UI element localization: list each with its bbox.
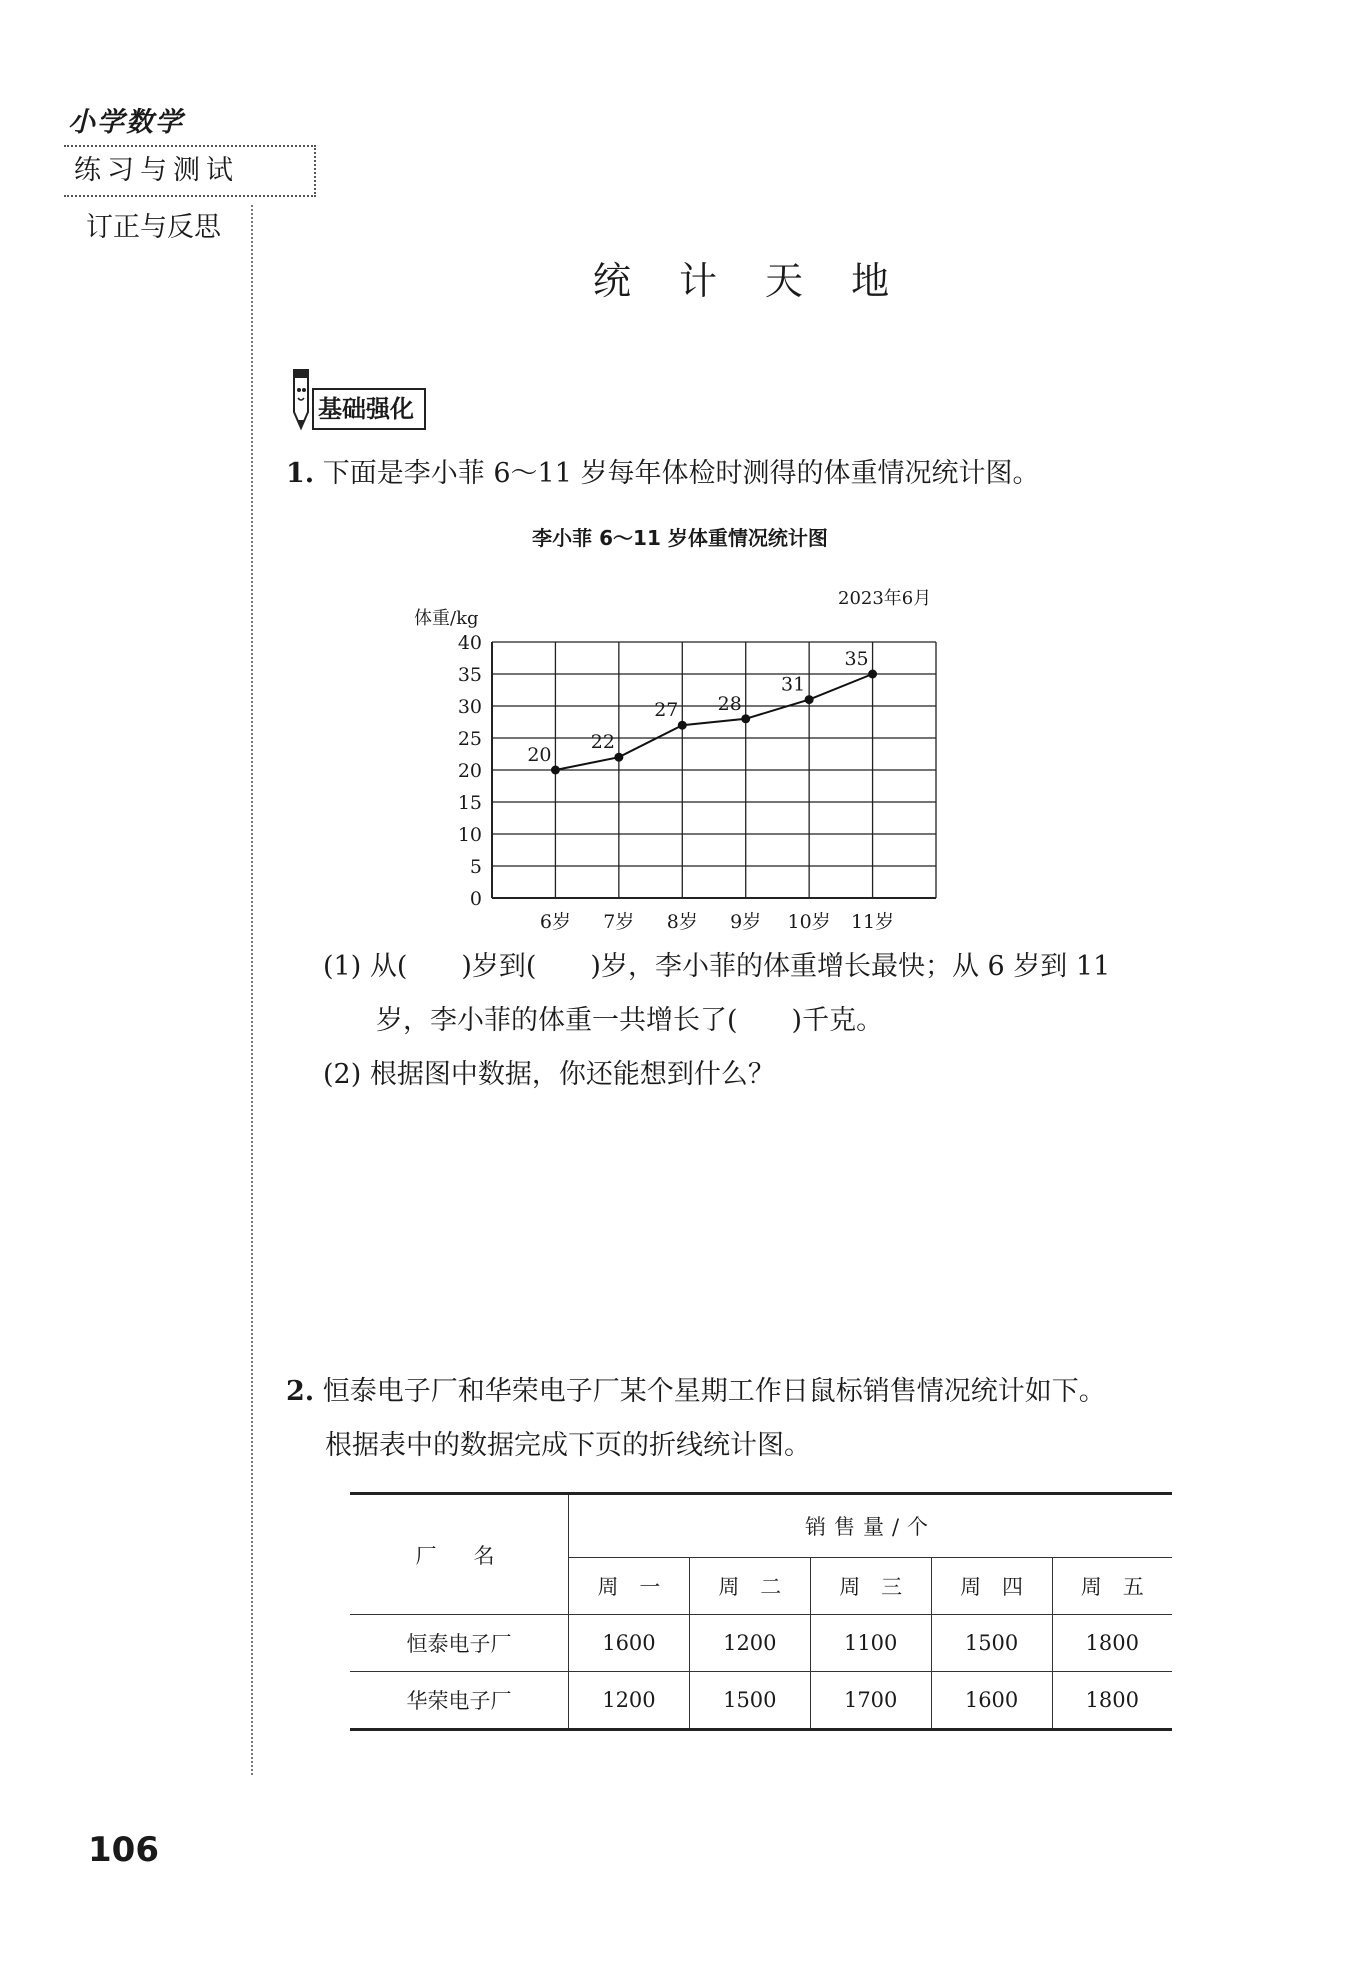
y-tick-label: 15 [457,792,482,814]
table-row-name: 华荣电子厂 [350,1672,569,1730]
question-2-line-2: 根据表中的数据完成下页的折线统计图。 [325,1430,811,1461]
table-header-sales: 销售量/个 [569,1494,1173,1558]
book-subtitle: 练习与测试 [74,155,239,186]
table-row [350,1615,1172,1672]
sub-question-1-line-1: (1) 从( )岁到( )岁，李小菲的体重增长最快；从 6 岁到 11 [323,951,1111,982]
question-2-line-1 [286,1372,1106,1412]
table-cell: 1100 [810,1615,931,1672]
data-point [551,766,560,775]
table-header-factory: 厂 名 [350,1494,569,1615]
table-row-name: 恒泰电子厂 [350,1615,569,1672]
table-header-day: 周 二 [689,1558,810,1615]
table-cell: 1600 [569,1615,690,1672]
data-label: 22 [590,731,615,754]
section-badge: 基础强化 [312,388,426,430]
chart-title: 李小菲 6～11 岁体重情况统计图 [532,526,828,550]
table-cell: 1500 [931,1615,1052,1672]
data-point [868,670,877,679]
x-tick-label: 9岁 [730,911,762,933]
table-cell: 1200 [569,1672,690,1730]
question-text: 恒泰电子厂和华荣电子厂某个星期工作日鼠标销售情况统计如下。 [322,1376,1106,1407]
chart-date-note: 2023年6月 [838,588,932,609]
data-point [678,721,687,730]
book-series-title: 小学数学 [68,107,184,138]
table-cell: 1800 [1052,1615,1172,1672]
data-label: 31 [781,673,806,696]
data-point [741,714,750,723]
x-tick-label: 8岁 [666,911,698,933]
table-cell: 1500 [689,1672,810,1730]
question-number: 2. [286,1376,315,1407]
table-cell: 1800 [1052,1672,1172,1730]
margin-correction-label: 订正与反思 [86,212,221,243]
question-text: 下面是李小菲 6～11 岁每年体检时测得的体重情况统计图。 [322,458,1040,489]
weight-line-chart [0,0,1350,960]
x-tick-label: 7岁 [603,911,635,933]
table-cell: 1600 [931,1672,1052,1730]
data-label: 28 [717,692,742,715]
y-tick-label: 30 [457,696,482,718]
sales-table [350,1492,1172,1731]
table-header-day: 周 三 [810,1558,931,1615]
y-tick-label: 10 [457,824,482,846]
table-header-day: 周 四 [931,1558,1052,1615]
table-cell: 1200 [689,1615,810,1672]
y-tick-label: 0 [469,888,482,910]
data-label: 27 [654,699,679,722]
data-point [614,753,623,762]
data-label: 35 [844,648,869,670]
table-header-day: 周 五 [1052,1558,1172,1615]
question-number: 1. [286,458,315,489]
table-header-day: 周 一 [569,1558,690,1615]
y-tick-label: 25 [457,728,482,750]
y-tick-label: 40 [457,632,482,654]
y-tick-label: 5 [469,856,482,878]
table-cell: 1700 [810,1672,931,1730]
y-tick-label: 35 [457,664,482,686]
table-row [350,1672,1172,1730]
chart-y-axis-label: 体重/kg [414,608,479,629]
x-tick-label: 10岁 [787,911,831,933]
data-point [805,695,814,704]
sub-question-2: (2) 根据图中数据，你还能想到什么？ [323,1059,775,1090]
data-label: 20 [527,744,552,766]
sub-question-1-line-2: 岁，李小菲的体重一共增长了( )千克。 [376,1005,884,1036]
x-tick-label: 6岁 [539,911,571,933]
series-line [555,674,872,770]
section-title: 统 计 天 地 [592,259,908,303]
y-tick-label: 20 [457,760,482,782]
x-tick-label: 11岁 [850,911,895,933]
page-number: 106 [88,1830,159,1870]
